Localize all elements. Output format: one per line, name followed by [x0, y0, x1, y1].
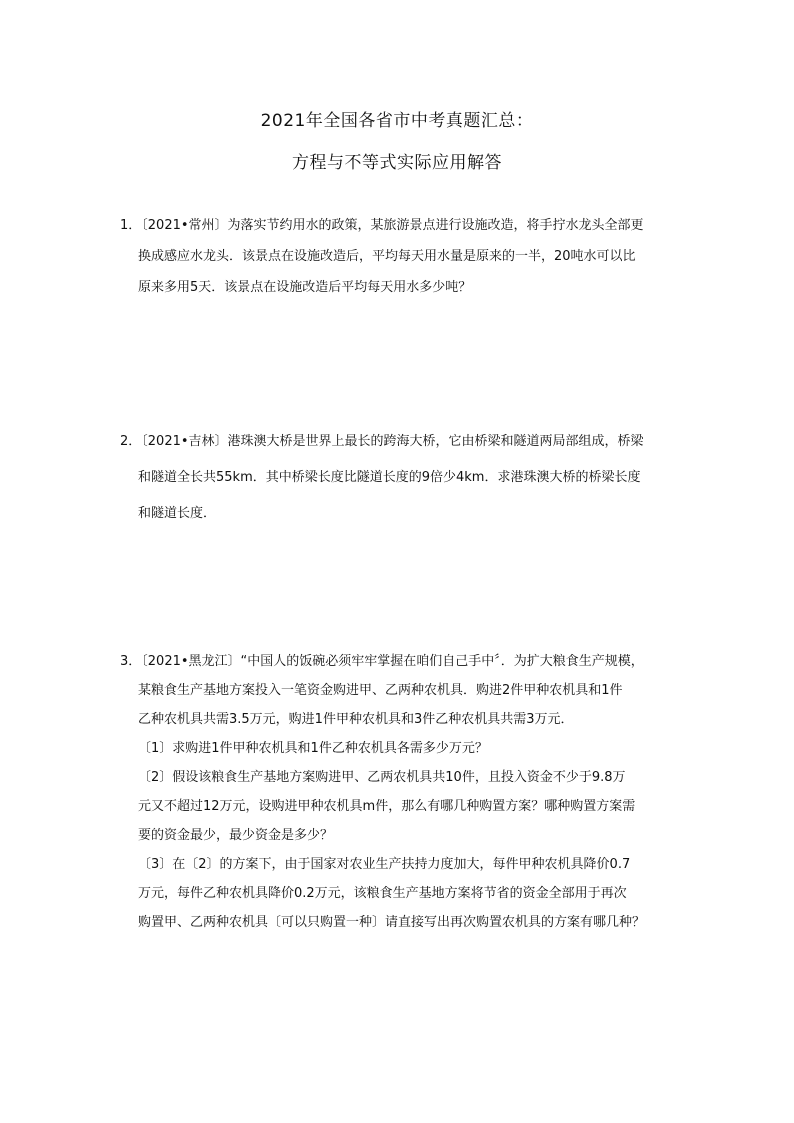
question-3-part-3-line-2: 万元，每件乙种农机具降价0.2万元，该粮食生产基地方案将节省的资金全部用于再次 — [138, 886, 627, 901]
question-1-line-3: 原来多用5天．该景点在设施改造后平均每天用水多少吨？ — [138, 280, 472, 295]
document-title: 2021年全国各省市中考真题汇总： — [260, 111, 534, 131]
question-3-part-3-line-1: 〔3〕在〔2〕的方案下，由于国家对农业生产扶持力度加大，每件甲种农机具降价0.7 — [138, 857, 631, 872]
question-3-line-2: 某粮食生产基地方案投入一笔资金购进甲、乙两种农机具．购进2件甲种农机具和1件 — [138, 683, 623, 698]
question-3-line-1: 3．〔2021•黑龙江〕“中国人的饭碗必须牢牢掌握在咱们自己手中〞．为扩大粮食生产规模， — [120, 654, 644, 669]
question-3-part-1: 〔1〕求购进1件甲种农机具和1件乙种农机具各需多少万元？ — [138, 741, 488, 756]
question-3-part-2-line-3: 要的资金最少，最少资金是多少？ — [138, 828, 334, 843]
question-1-line-1: 1．〔2021•常州〕为落实节约用水的政策，某旅游景点进行设施改造，将手拧水龙头全部更 — [120, 218, 644, 233]
question-2-line-2: 和隧道全长共55km．其中桥梁长度比隧道长度的9倍少4km．求港珠澳大桥的桥梁长度 — [138, 470, 641, 485]
question-2-line-3: 和隧道长度． — [138, 506, 217, 521]
question-3-part-2-line-2: 元又不超过12万元，设购进甲种农机具m件，那么有哪几种购置方案？哪种购置方案需 — [138, 799, 636, 814]
question-3-line-3: 乙种农机具共需3.5万元，购进1件甲种农机具和3件乙种农机具共需3万元． — [138, 712, 574, 727]
question-3-part-3-line-3: 购置甲、乙两种农机具〔可以只购置一种〕请直接写出再次购置农机具的方案有哪几种？ — [138, 915, 646, 930]
question-2-line-1: 2．〔2021•吉林〕港珠澳大桥是世界上最长的跨海大桥，它由桥梁和隧道两局部组成，桥梁 — [120, 434, 644, 449]
question-1-line-2: 换成感应水龙头．该景点在设施改造后，平均每天用水量是原来的一半，20吨水可以比 — [138, 249, 636, 264]
question-3-part-2-line-1: 〔2〕假设该粮食生产基地方案购进甲、乙两农机具共10件，且投入资金不少于9.8万 — [138, 770, 626, 785]
document-subtitle: 方程与不等式实际应用解答 — [292, 153, 502, 173]
